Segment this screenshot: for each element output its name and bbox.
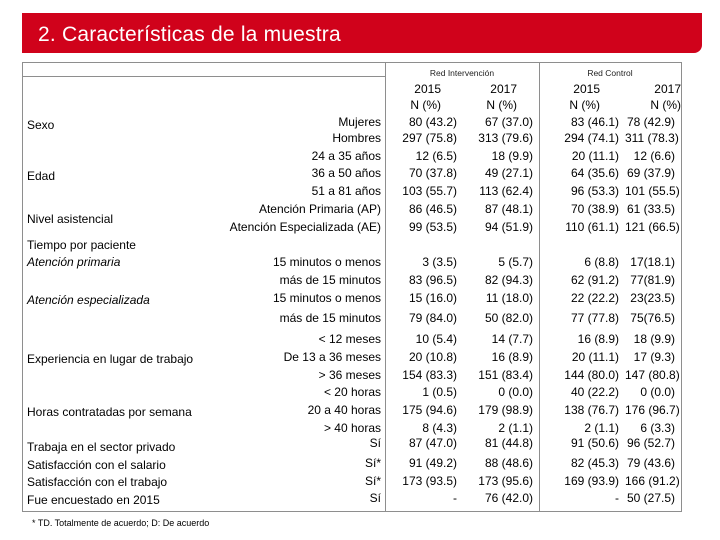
table-cell: 61 (33.5)	[626, 202, 675, 216]
row-label: Sí*	[364, 474, 381, 488]
category-label: Horas contratadas por semana	[27, 405, 192, 419]
group-header-intervencion: Red Intervención	[429, 68, 495, 78]
table-cell: 12 (6.6)	[633, 149, 675, 163]
table-cell: 138 (76.7)	[564, 403, 619, 417]
category-label: Fue encuestado en 2015	[27, 493, 160, 507]
header-divider	[23, 76, 385, 77]
table-cell: 20 (10.8)	[408, 350, 457, 364]
table-cell: 17(18.1)	[630, 255, 675, 269]
row-label: 51 a 81 años	[311, 184, 381, 198]
row-label: Mujeres	[338, 115, 381, 129]
table-cell: 67 (37.0)	[484, 115, 533, 129]
table-cell: 76 (42.0)	[484, 491, 533, 505]
table-cell: 151 (83.4)	[478, 368, 533, 382]
table-cell: 86 (46.5)	[408, 202, 457, 216]
table-cell: 91 (49.2)	[408, 456, 457, 470]
table-cell: 83 (96.5)	[408, 273, 457, 287]
n-header: N (%)	[569, 98, 600, 112]
table-cell: 49 (27.1)	[484, 166, 533, 180]
table-cell: 313 (79.6)	[478, 131, 533, 145]
table-cell: 50 (82.0)	[484, 311, 533, 325]
table-cell: 96 (52.7)	[626, 436, 675, 450]
table-cell: 94 (51.9)	[484, 220, 533, 234]
table-cell: 11 (18.0)	[485, 291, 533, 305]
subcategory-label: Atención especializada	[27, 293, 150, 307]
table-cell: -	[453, 491, 457, 505]
table-cell: 88 (48.6)	[484, 456, 533, 470]
table-cell: 18 (9.9)	[633, 332, 675, 346]
table-cell: 22 (22.2)	[570, 291, 619, 305]
table-cell: 20 (11.1)	[571, 149, 619, 163]
table-cell: 70 (38.9)	[570, 202, 619, 216]
title-bar	[22, 13, 702, 53]
table-cell: 17 (9.3)	[633, 350, 675, 364]
table-cell: 311 (78.3)	[625, 131, 679, 145]
table-cell: 101 (55.5)	[625, 184, 680, 198]
table-cell: 75(76.5)	[630, 311, 675, 325]
table-cell: 50 (27.5)	[626, 491, 675, 505]
table-cell: 16 (8.9)	[491, 350, 533, 364]
table-cell: 1 (0.5)	[422, 385, 457, 399]
table-cell: 169 (93.9)	[564, 474, 619, 488]
table-cell: 87 (48.1)	[484, 202, 533, 216]
table-cell: 69 (37.9)	[626, 166, 675, 180]
category-label: Satisfacción con el trabajo	[27, 475, 168, 489]
table-cell: 0 (0.0)	[640, 385, 675, 399]
table-cell: 10 (5.4)	[415, 332, 457, 346]
table-cell: -	[615, 491, 619, 505]
table-cell: 144 (80.0)	[564, 368, 619, 382]
row-label: < 12 meses	[318, 332, 381, 346]
row-label: Hombres	[332, 131, 381, 145]
table-cell: 20 (11.1)	[571, 350, 619, 364]
table-cell: 82 (94.3)	[484, 273, 533, 287]
table-cell: 2 (1.1)	[584, 421, 619, 435]
table-cell: 173 (95.6)	[478, 474, 533, 488]
table-cell: 79 (43.6)	[626, 456, 675, 470]
row-label: Atención Primaria (AP)	[258, 202, 381, 216]
year-header: 2017	[490, 82, 517, 96]
row-label: 36 a 50 años	[311, 166, 381, 180]
table-cell: 176 (96.7)	[625, 403, 680, 417]
table-cell: 77 (77.8)	[570, 311, 619, 325]
table-cell: 70 (37.8)	[408, 166, 457, 180]
table-cell: 173 (93.5)	[402, 474, 457, 488]
table-cell: 82 (45.3)	[570, 456, 619, 470]
n-header: N (%)	[650, 98, 681, 112]
table-cell: 16 (8.9)	[577, 332, 619, 346]
year-header: 2015	[414, 82, 441, 96]
category-label: Edad	[27, 169, 56, 183]
category-label: Tiempo por paciente	[27, 238, 136, 252]
table-cell: 113 (62.4)	[479, 184, 533, 198]
row-label: Sí	[369, 436, 381, 450]
row-label: 15 minutos o menos	[272, 291, 381, 305]
table-cell: 14 (7.7)	[491, 332, 533, 346]
table-cell: 5 (5.7)	[498, 255, 533, 269]
table-cell: 23(23.5)	[630, 291, 675, 305]
table-cell: 15 (16.0)	[408, 291, 457, 305]
table-cell: 147 (80.8)	[625, 368, 680, 382]
table-cell: 99 (53.5)	[408, 220, 457, 234]
subcategory-label: Atención primaria	[27, 255, 121, 269]
table-cell: 175 (94.6)	[402, 403, 457, 417]
page-title: 2. Características de la muestra	[38, 23, 341, 46]
category-label: Experiencia en lugar de trabajo	[27, 352, 194, 366]
category-label: Trabaja en el sector privado	[27, 440, 176, 454]
table-cell: 12 (6.5)	[415, 149, 457, 163]
table-cell: 103 (55.7)	[402, 184, 457, 198]
row-label: > 40 horas	[323, 421, 381, 435]
table-cell: 80 (43.2)	[408, 115, 457, 129]
category-label: Sexo	[27, 118, 55, 132]
table-cell: 6 (8.8)	[584, 255, 619, 269]
table-cell: 83 (46.1)	[570, 115, 619, 129]
row-label: más de 15 minutos	[279, 311, 381, 325]
sample-characteristics-table	[22, 62, 682, 512]
row-label: 15 minutos o menos	[272, 255, 381, 269]
table-cell: 96 (53.3)	[570, 184, 619, 198]
table-cell: 179 (98.9)	[478, 403, 533, 417]
table-cell: 81 (44.8)	[484, 436, 533, 450]
table-cell: 121 (66.5)	[625, 220, 680, 234]
table-cell: 154 (83.3)	[402, 368, 457, 382]
row-label: Sí*	[364, 456, 381, 470]
table-cell: 91 (50.6)	[570, 436, 619, 450]
year-header: 2015	[573, 82, 600, 96]
row-label: > 36 meses	[318, 368, 381, 382]
row-label: más de 15 minutos	[279, 273, 381, 287]
row-label: Atención Especializada (AE)	[229, 220, 381, 234]
table-cell: 166 (91.2)	[625, 474, 680, 488]
row-label: 24 a 35 años	[311, 149, 381, 163]
row-label: 20 a 40 horas	[307, 403, 381, 417]
table-cell: 62 (91.2)	[570, 273, 619, 287]
n-header: N (%)	[486, 98, 517, 112]
table-cell: 294 (74.1)	[564, 131, 619, 145]
table-cell: 3 (3.5)	[422, 255, 457, 269]
year-header: 2017	[654, 82, 681, 96]
row-label: De 13 a 36 meses	[283, 350, 381, 364]
category-label: Satisfacción con el salario	[27, 458, 166, 472]
table-cell: 110 (61.1)	[565, 220, 619, 234]
table-cell: 2 (1.1)	[498, 421, 533, 435]
table-cell: 78 (42.9)	[626, 115, 675, 129]
table-cell: 0 (0.0)	[498, 385, 533, 399]
table-cell: 297 (75.8)	[402, 131, 457, 145]
row-label: < 20 horas	[323, 385, 381, 399]
table-cell: 64 (35.6)	[570, 166, 619, 180]
table-cell: 77(81.9)	[630, 273, 675, 287]
footnote: * TD. Totalmente de acuerdo; D: De acuerdo	[32, 518, 210, 528]
table-cell: 87 (47.0)	[408, 436, 457, 450]
table-cell: 18 (9.9)	[491, 149, 533, 163]
table-cell: 6 (3.3)	[640, 421, 675, 435]
row-label: Sí	[369, 491, 381, 505]
table-cell: 79 (84.0)	[408, 311, 457, 325]
table-cell: 8 (4.3)	[422, 421, 457, 435]
group-header-control: Red Control	[587, 68, 633, 78]
n-header: N (%)	[410, 98, 441, 112]
category-label: Nivel asistencial	[27, 212, 114, 226]
table-cell: 40 (22.2)	[570, 385, 619, 399]
